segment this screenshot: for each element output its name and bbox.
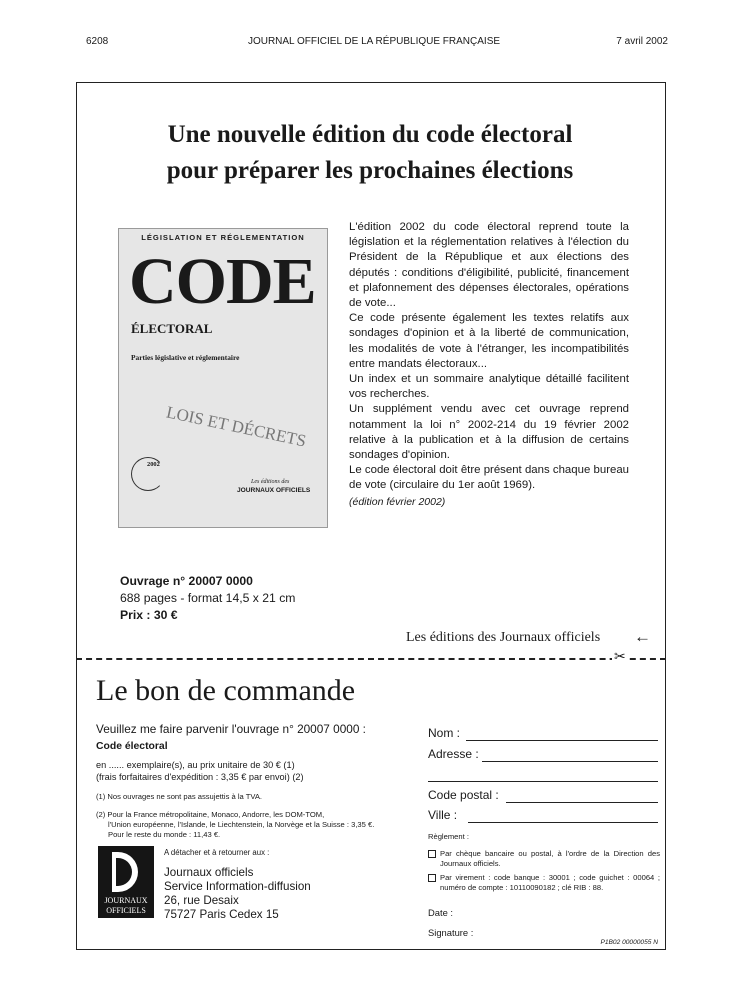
return-address bbox=[164, 866, 311, 922]
address-line: 26, rue Desaix bbox=[164, 894, 239, 907]
order-request: Veuillez me faire parvenir l'ouvrage n° 20007 0000 : bbox=[96, 722, 366, 736]
cover-series: LÉGISLATION ET RÉGLEMENTATION bbox=[141, 233, 305, 242]
name-field-label: Nom : bbox=[428, 726, 461, 740]
signature-label: Signature : bbox=[428, 927, 474, 938]
address-line: 75727 Paris Cedex 15 bbox=[164, 908, 279, 921]
description-paragraph: Le code électoral doit être présent dans chaque bureau de vote (circulaire du 1er août 1969). bbox=[349, 464, 629, 492]
address-field-label: Adresse : bbox=[428, 747, 479, 761]
description-paragraph: L'édition 2002 du code électoral reprend toute la législation et la réglementation relatives à l'élection du Président de la République et aux élections des députés : conditions d'éligibilité, publicité, financement et plafonnement des dépenses électorales, opérations de vote... bbox=[349, 221, 629, 310]
cover-stamp: LOIS ET DÉCRETS bbox=[164, 402, 308, 451]
cover-year: 2002 bbox=[147, 461, 160, 468]
journaux-officiels-logo bbox=[98, 846, 154, 918]
pages-format: 688 pages - format 14,5 x 21 cm bbox=[120, 591, 296, 605]
cheque-checkbox[interactable] bbox=[428, 850, 436, 858]
work-number: Ouvrage n° 20007 0000 bbox=[120, 574, 253, 588]
edition-note: (édition février 2002) bbox=[349, 495, 446, 508]
cover-subtitle: ÉLECTORAL bbox=[131, 321, 213, 336]
address-line: Journaux officiels bbox=[164, 866, 254, 879]
arrow-left-icon: ← bbox=[634, 627, 651, 646]
cover-title: CODE bbox=[129, 245, 316, 318]
city-field-label: Ville : bbox=[428, 808, 458, 822]
order-note-1: (1) Nos ouvrages ne sont pas assujettis à la TVA. bbox=[96, 792, 263, 801]
payment-label: Règlement : bbox=[428, 832, 469, 841]
description-paragraph: Un supplément vendu avec cet ouvrage reprend notamment la loi n° 2002-214 du 19 février 2002 relative à la publication et à la diffusion de certains sondages d'opinion. bbox=[349, 403, 629, 462]
cut-line bbox=[76, 658, 666, 660]
cover-parties: Parties législative et réglementaire bbox=[131, 353, 240, 362]
order-note-2-line3: Pour le reste du monde : 11,43 €. bbox=[108, 830, 221, 839]
address-line: Service Information-diffusion bbox=[164, 880, 311, 893]
book-cover-image bbox=[118, 228, 328, 528]
journal-title: JOURNAL OFFICIEL DE LA RÉPUBLIQUE FRANÇAISE bbox=[247, 36, 501, 47]
postal-code-label: Code postal : bbox=[428, 788, 499, 802]
logo-text-line2: OFFICIELS bbox=[106, 906, 146, 915]
address-field[interactable] bbox=[482, 761, 658, 762]
ad-title-line1: Une nouvelle édition du code électoral bbox=[167, 121, 573, 148]
detach-instruction: A détacher et à retourner aux : bbox=[164, 848, 270, 857]
order-quantity-line: en ...... exemplaire(s), au prix unitaire de 30 € (1) bbox=[96, 760, 295, 770]
postal-code-field[interactable] bbox=[506, 802, 658, 803]
issue-date: 7 avril 2002 bbox=[616, 36, 668, 47]
order-book-name: Code électoral bbox=[96, 741, 168, 752]
publisher-line: Les éditions des Journaux officiels bbox=[406, 630, 601, 645]
price: Prix : 30 € bbox=[120, 608, 178, 622]
reference-code: P1B02 00000055 N bbox=[600, 939, 658, 946]
description-paragraph: Un index et un sommaire analytique détaillé facilitent vos recherches. bbox=[349, 373, 629, 401]
scissors-icon: ✂ bbox=[614, 648, 626, 664]
payment-cheque-text: Par chèque bancaire ou postal, à l'ordre de la Direction des Journaux officiels. bbox=[440, 849, 660, 868]
payment-transfer-text: Par virement : code banque : 30001 ; code guichet : 00064 ; numéro de compte : 10110090182 ; clé RIB : 88. bbox=[440, 873, 660, 892]
description-paragraph: Ce code présente également les textes relatifs aux sondages d'opinion et à la liberté de communication, les modalités de vote à l'étranger, les incompatibilités entre mandats électoraux... bbox=[349, 312, 629, 370]
city-field[interactable] bbox=[468, 822, 658, 823]
address-field-line2[interactable] bbox=[428, 781, 658, 782]
order-note-2-line1: (2) Pour la France métropolitaine, Monaco, Andorre, les DOM-TOM, bbox=[96, 810, 325, 819]
page-number: 6208 bbox=[86, 36, 109, 47]
order-shipping-line: (frais forfaitaires d'expédition : 3,35 € par envoi) (2) bbox=[96, 772, 304, 782]
name-field[interactable] bbox=[466, 740, 658, 741]
ad-title-line2: pour préparer les prochaines élections bbox=[166, 157, 574, 184]
transfer-checkbox[interactable] bbox=[428, 874, 436, 882]
cover-publisher-small: Les éditions des bbox=[251, 479, 290, 485]
order-form-title: Le bon de commande bbox=[96, 674, 356, 707]
order-note-2-line2: l'Union européenne, l'Islande, le Liechtenstein, la Norvège et la Suisse : 3,35 €. bbox=[108, 820, 375, 829]
date-label: Date : bbox=[428, 907, 454, 918]
logo-text-line1: JOURNAUX bbox=[104, 896, 148, 905]
ad-description bbox=[349, 220, 629, 510]
cover-publisher: JOURNAUX OFFICIELS bbox=[237, 487, 311, 494]
